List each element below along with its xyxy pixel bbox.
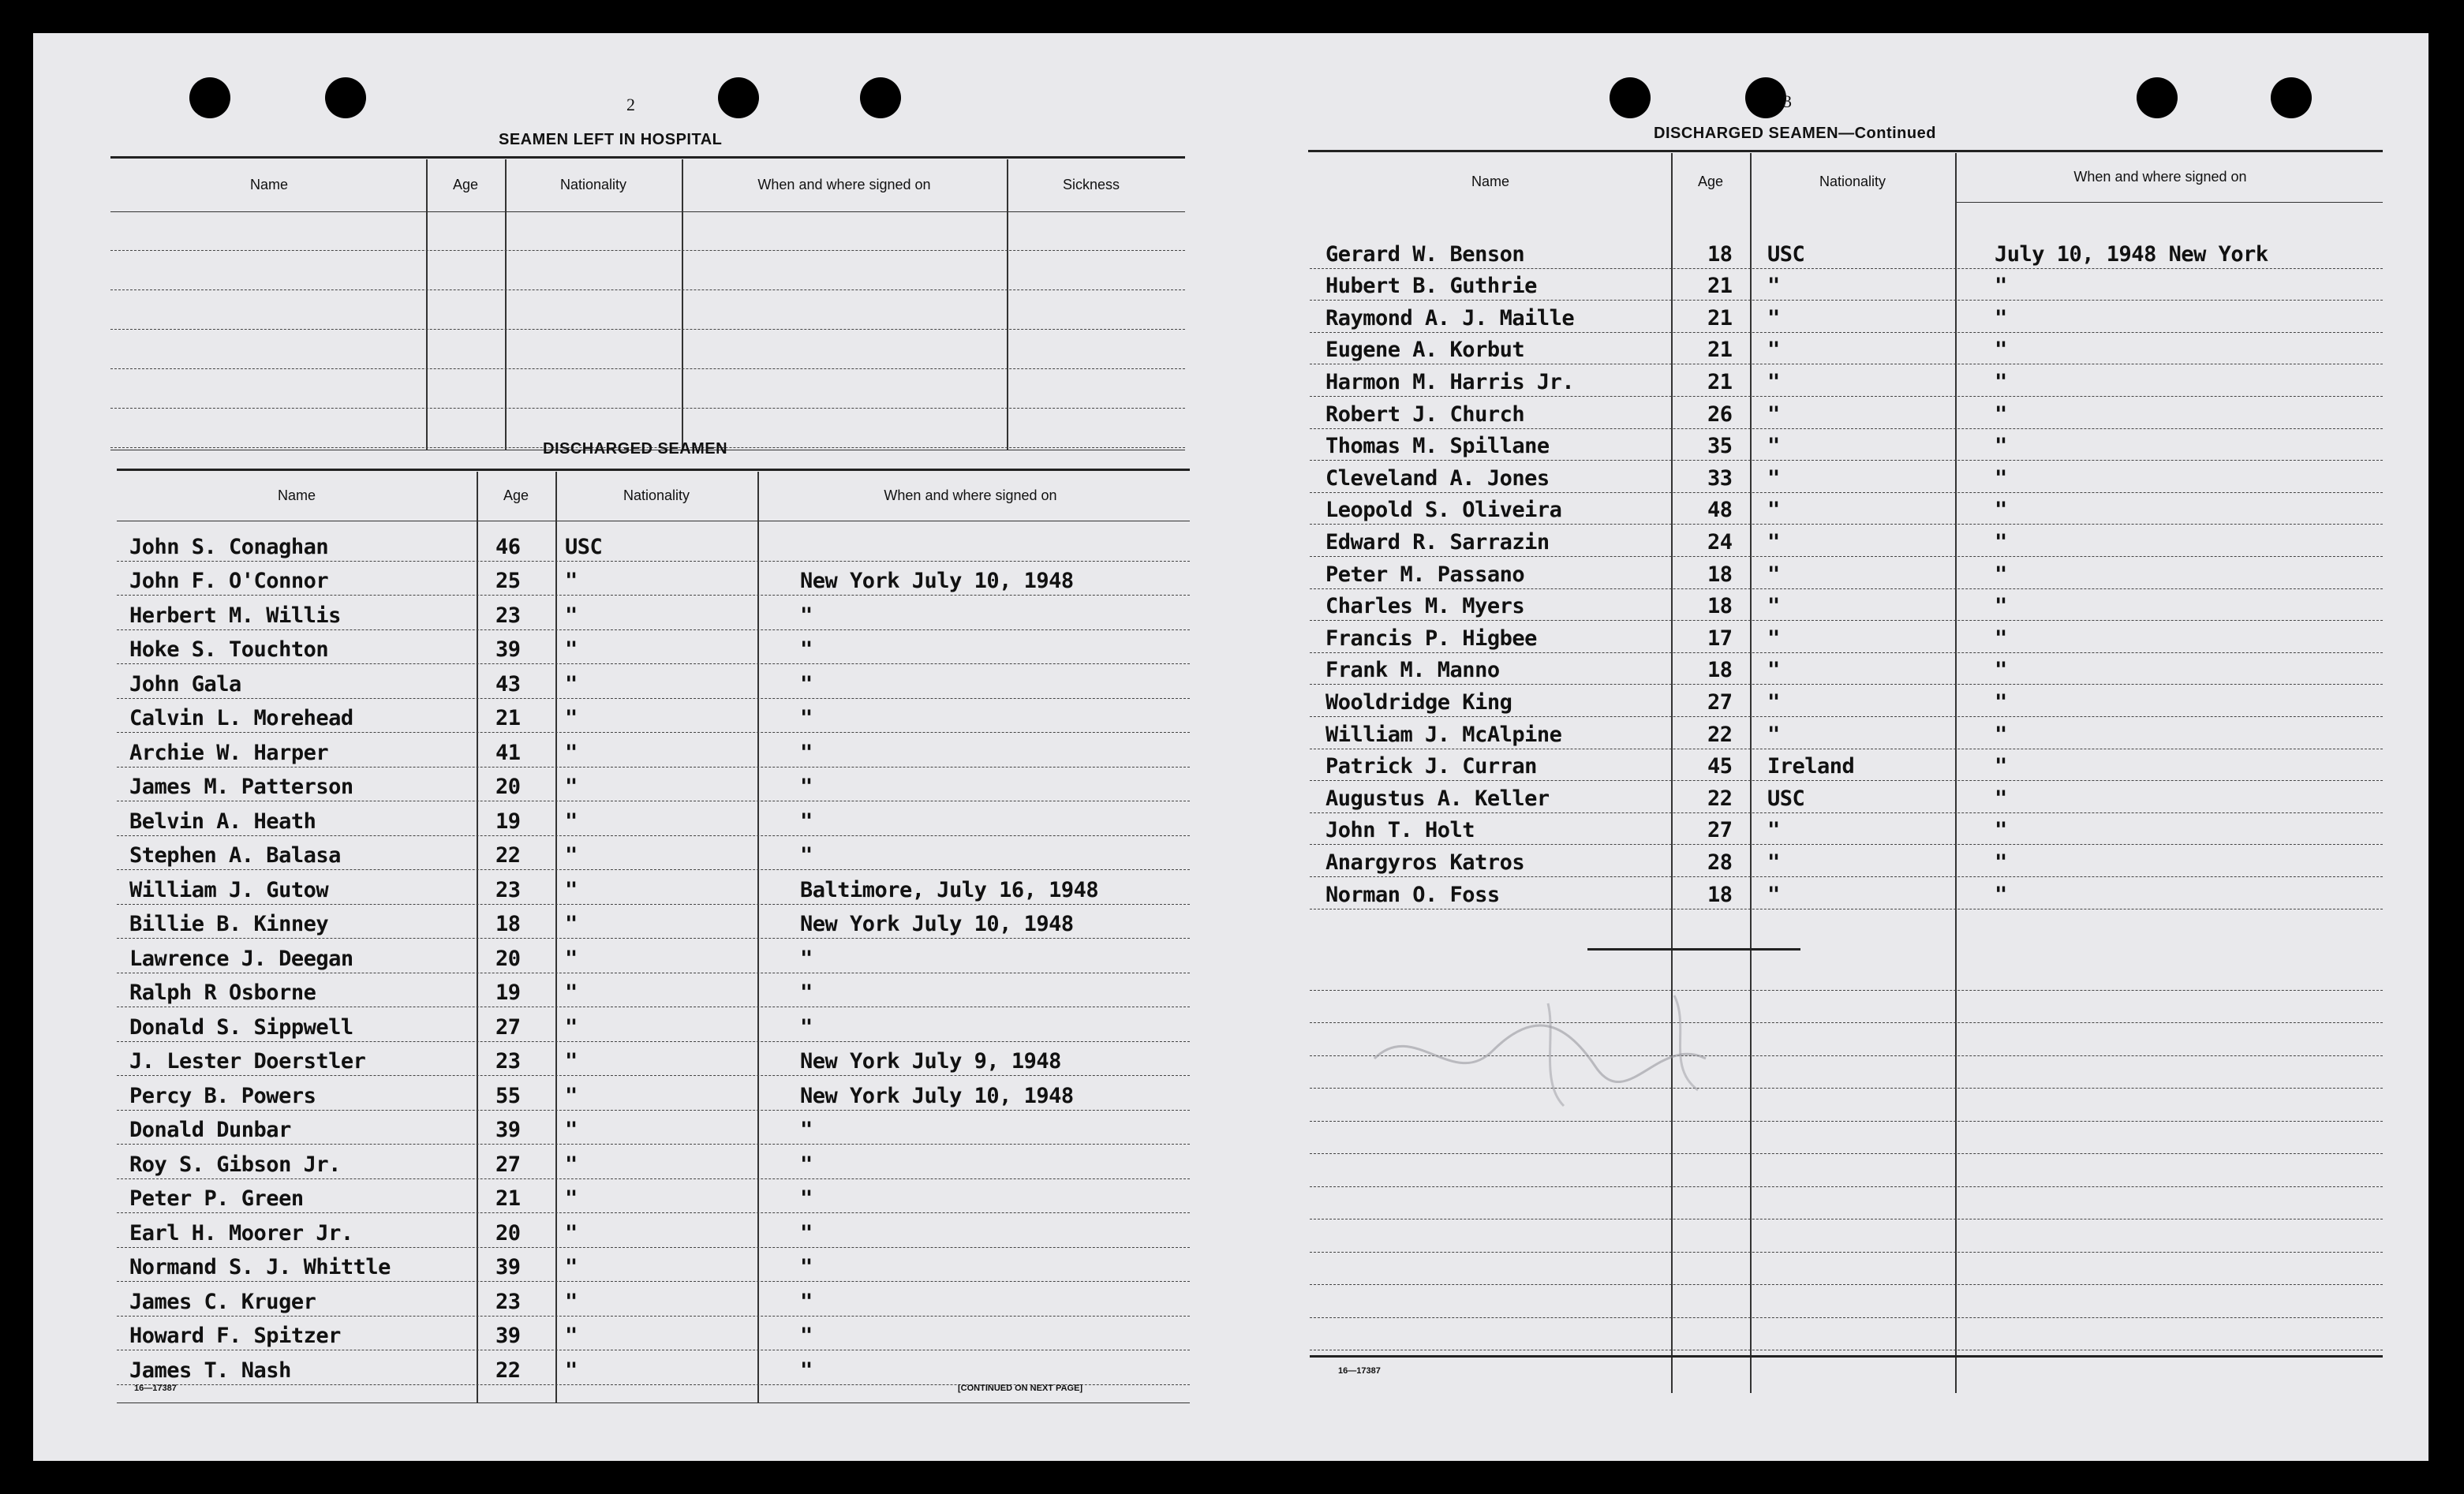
name-cell: John T. Holt bbox=[1325, 818, 1475, 843]
name-cell: William J. McAlpine bbox=[1325, 722, 1562, 747]
table-row bbox=[117, 630, 1190, 665]
column-header: Age bbox=[452, 177, 479, 192]
hospital-rows bbox=[110, 211, 1185, 448]
nationality-cell: " bbox=[1767, 562, 1780, 587]
column-header: Nationality bbox=[559, 177, 627, 192]
signed-on-cell: " bbox=[800, 843, 813, 868]
signed-on-cell: " bbox=[1995, 882, 2007, 907]
blank-row bbox=[1310, 1318, 2383, 1351]
name-cell: Raymond A. J. Maille bbox=[1325, 305, 1575, 331]
signed-on-cell: " bbox=[800, 980, 813, 1005]
blank-row bbox=[110, 251, 1185, 290]
name-cell: Archie W. Harper bbox=[129, 740, 329, 765]
age-cell: 21 bbox=[1707, 274, 1733, 299]
name-cell: Gerard W. Benson bbox=[1325, 241, 1525, 267]
age-cell: 33 bbox=[1707, 465, 1733, 491]
signed-on-cell: " bbox=[1995, 402, 2007, 427]
name-cell: Cleveland A. Jones bbox=[1325, 465, 1550, 491]
table-row bbox=[117, 1042, 1190, 1077]
table-row bbox=[1310, 845, 2383, 877]
section-title-discharged: DISCHARGED SEAMEN bbox=[543, 440, 728, 458]
age-cell: 27 bbox=[495, 1014, 521, 1040]
table-row bbox=[117, 1111, 1190, 1145]
continued-note: [CONTINUED ON NEXT PAGE] bbox=[958, 1384, 1083, 1393]
name-cell: Belvin A. Heath bbox=[129, 809, 316, 834]
table-row bbox=[1310, 589, 2383, 622]
name-cell: Wooldridge King bbox=[1325, 689, 1512, 715]
nationality-cell: USC bbox=[1767, 786, 1805, 811]
age-cell: 18 bbox=[1707, 594, 1733, 619]
name-cell: James T. Nash bbox=[129, 1358, 291, 1383]
age-cell: 23 bbox=[495, 877, 521, 902]
nationality-cell: " bbox=[1767, 658, 1780, 683]
age-cell: 20 bbox=[495, 775, 521, 799]
table-row bbox=[1310, 621, 2383, 653]
nationality-cell: " bbox=[565, 1220, 578, 1246]
signed-on-cell: " bbox=[1995, 626, 2007, 651]
age-cell: 28 bbox=[1707, 850, 1733, 875]
name-cell: Normand S. J. Whittle bbox=[129, 1255, 391, 1279]
age-cell: 46 bbox=[495, 534, 521, 559]
table-row bbox=[117, 699, 1190, 734]
signed-on-cell: " bbox=[800, 603, 813, 628]
nationality-cell: " bbox=[565, 740, 578, 765]
name-cell: Ralph R Osborne bbox=[129, 980, 316, 1005]
column-header: Name bbox=[277, 487, 316, 503]
signed-on-cell: " bbox=[800, 946, 813, 971]
age-cell: 27 bbox=[1707, 689, 1733, 715]
signed-on-cell: " bbox=[1995, 434, 2007, 459]
blank-row bbox=[1310, 1187, 2383, 1220]
nationality-cell: USC bbox=[1767, 241, 1805, 267]
table-row bbox=[1310, 525, 2383, 557]
name-cell: Percy B. Powers bbox=[129, 1083, 316, 1108]
table-row bbox=[1310, 557, 2383, 589]
table-row bbox=[117, 596, 1190, 630]
blank-row bbox=[110, 369, 1185, 409]
age-cell: 18 bbox=[1707, 562, 1733, 587]
punch-hole bbox=[2271, 77, 2312, 118]
blank-row bbox=[1310, 1253, 2383, 1286]
name-cell: Lawrence J. Deegan bbox=[129, 946, 353, 971]
punch-hole bbox=[325, 77, 366, 118]
table-row bbox=[117, 1248, 1190, 1283]
table-row bbox=[1310, 364, 2383, 397]
name-cell: Peter P. Green bbox=[129, 1186, 304, 1211]
rule bbox=[1955, 202, 2383, 203]
age-cell: 18 bbox=[1707, 241, 1733, 267]
table-row bbox=[1310, 685, 2383, 717]
signed-on-cell: New York July 9, 1948 bbox=[800, 1049, 1061, 1074]
table-row bbox=[117, 1317, 1190, 1351]
name-cell: J. Lester Doerstler bbox=[129, 1049, 366, 1074]
signed-on-cell: " bbox=[800, 1220, 813, 1246]
nationality-cell: " bbox=[565, 569, 578, 593]
signed-on-cell: " bbox=[800, 1118, 813, 1142]
age-cell: 23 bbox=[495, 1289, 521, 1314]
age-cell: 41 bbox=[495, 740, 521, 765]
age-cell: 43 bbox=[495, 671, 521, 697]
rule bbox=[1308, 150, 2383, 152]
age-cell: 19 bbox=[495, 809, 521, 834]
name-cell: Norman O. Foss bbox=[1325, 882, 1500, 907]
name-cell: Leopold S. Oliveira bbox=[1325, 498, 1562, 523]
age-cell: 17 bbox=[1707, 626, 1733, 651]
table-row bbox=[117, 1007, 1190, 1042]
nationality-cell: Ireland bbox=[1767, 754, 1855, 779]
nationality-cell: " bbox=[1767, 850, 1780, 875]
signed-on-cell: " bbox=[800, 1324, 813, 1348]
table-row bbox=[117, 664, 1190, 699]
signed-on-cell: New York July 10, 1948 bbox=[800, 1083, 1074, 1108]
table-row bbox=[1310, 813, 2383, 846]
age-cell: 48 bbox=[1707, 498, 1733, 523]
age-cell: 22 bbox=[495, 843, 521, 868]
signed-on-cell: " bbox=[1995, 338, 2007, 363]
table-row bbox=[117, 973, 1190, 1008]
signed-on-cell: " bbox=[1995, 562, 2007, 587]
table-row bbox=[1310, 653, 2383, 685]
signed-on-cell: " bbox=[800, 740, 813, 765]
document-sheet bbox=[33, 33, 2428, 1461]
age-cell: 21 bbox=[1707, 369, 1733, 394]
signed-on-cell: " bbox=[800, 706, 813, 730]
name-cell: Earl H. Moorer Jr. bbox=[129, 1220, 353, 1246]
nationality-cell: " bbox=[565, 671, 578, 697]
page-number: 2 bbox=[626, 95, 635, 114]
signed-on-cell: " bbox=[1995, 850, 2007, 875]
name-cell: Anargyros Katros bbox=[1325, 850, 1525, 875]
nationality-cell: " bbox=[1767, 434, 1780, 459]
table-row bbox=[117, 939, 1190, 973]
nationality-cell: " bbox=[565, 1255, 578, 1279]
name-cell: William J. Gutow bbox=[129, 877, 329, 902]
name-cell: Calvin L. Morehead bbox=[129, 706, 353, 730]
name-cell: Francis P. Higbee bbox=[1325, 626, 1537, 651]
nationality-cell: " bbox=[565, 877, 578, 902]
nationality-cell: " bbox=[565, 1014, 578, 1040]
punch-hole bbox=[1610, 77, 1651, 118]
table-row bbox=[117, 1076, 1190, 1111]
table-row bbox=[117, 905, 1190, 939]
signed-on-cell: " bbox=[1995, 818, 2007, 843]
signed-on-cell: " bbox=[800, 1014, 813, 1040]
name-cell: Patrick J. Curran bbox=[1325, 754, 1537, 779]
age-cell: 22 bbox=[1707, 786, 1733, 811]
age-cell: 55 bbox=[495, 1083, 521, 1108]
signed-on-cell: " bbox=[1995, 498, 2007, 523]
signed-on-cell: " bbox=[1995, 369, 2007, 394]
name-cell: Peter M. Passano bbox=[1325, 562, 1525, 587]
nationality-cell: " bbox=[1767, 818, 1780, 843]
nationality-cell: " bbox=[565, 946, 578, 971]
age-cell: 39 bbox=[495, 1255, 521, 1279]
signed-on-cell: " bbox=[800, 809, 813, 834]
name-cell: Eugene A. Korbut bbox=[1325, 338, 1525, 363]
nationality-cell: " bbox=[565, 1083, 578, 1108]
nationality-cell: " bbox=[1767, 402, 1780, 427]
nationality-cell: " bbox=[1767, 529, 1780, 555]
table-row bbox=[117, 1179, 1190, 1214]
blank-row bbox=[110, 330, 1185, 369]
signed-on-cell: " bbox=[800, 671, 813, 697]
age-cell: 35 bbox=[1707, 434, 1733, 459]
nationality-cell: " bbox=[1767, 465, 1780, 491]
page-number: 3 bbox=[1783, 92, 1792, 111]
name-cell: Billie B. Kinney bbox=[129, 912, 329, 936]
age-cell: 27 bbox=[1707, 818, 1733, 843]
nationality-cell: " bbox=[1767, 305, 1780, 331]
age-cell: 25 bbox=[495, 569, 521, 593]
age-cell: 21 bbox=[1707, 338, 1733, 363]
name-cell: Howard F. Spitzer bbox=[129, 1324, 341, 1348]
signed-on-cell: " bbox=[800, 1289, 813, 1314]
punch-hole bbox=[189, 77, 230, 118]
column-header: Name bbox=[249, 177, 288, 192]
signed-on-cell: " bbox=[1995, 786, 2007, 811]
column-header: Sickness bbox=[1062, 177, 1120, 192]
nationality-cell: " bbox=[565, 706, 578, 730]
name-cell: Harmon M. Harris Jr. bbox=[1325, 369, 1575, 394]
table-row bbox=[1310, 269, 2383, 301]
column-header: Age bbox=[503, 487, 529, 503]
table-row bbox=[117, 562, 1190, 596]
blank-row bbox=[1310, 1285, 2383, 1318]
nationality-cell: " bbox=[565, 1118, 578, 1142]
nationality-cell: " bbox=[1767, 689, 1780, 715]
name-cell: Augustus A. Keller bbox=[1325, 786, 1550, 811]
table-row bbox=[1310, 333, 2383, 365]
age-cell: 19 bbox=[495, 980, 521, 1005]
age-cell: 22 bbox=[495, 1358, 521, 1383]
name-cell: Roy S. Gibson Jr. bbox=[129, 1152, 341, 1177]
age-cell: 21 bbox=[495, 1186, 521, 1211]
rule bbox=[117, 1402, 1190, 1403]
age-cell: 27 bbox=[495, 1152, 521, 1177]
column-header: Nationality bbox=[623, 487, 690, 503]
table-row bbox=[117, 870, 1190, 905]
table-row bbox=[117, 801, 1190, 836]
column-header: When and where signed on bbox=[757, 177, 931, 192]
signed-on-cell: " bbox=[800, 637, 813, 662]
signature-mark bbox=[1343, 972, 1848, 1130]
nationality-cell: " bbox=[1767, 274, 1780, 299]
age-cell: 23 bbox=[495, 603, 521, 628]
rule bbox=[1310, 1355, 2383, 1358]
age-cell: 20 bbox=[495, 1220, 521, 1246]
nationality-cell: " bbox=[565, 1289, 578, 1314]
age-cell: 45 bbox=[1707, 754, 1733, 779]
age-cell: 39 bbox=[495, 1324, 521, 1348]
nationality-cell: " bbox=[565, 912, 578, 936]
table-row bbox=[1310, 429, 2383, 461]
name-cell: James M. Patterson bbox=[129, 775, 353, 799]
column-header: When and where signed on bbox=[2073, 169, 2247, 185]
nationality-cell: " bbox=[1767, 626, 1780, 651]
signed-on-cell: Baltimore, July 16, 1948 bbox=[800, 877, 1099, 902]
table-row bbox=[117, 1213, 1190, 1248]
nationality-cell: " bbox=[565, 809, 578, 834]
blank-row bbox=[110, 290, 1185, 330]
age-cell: 26 bbox=[1707, 402, 1733, 427]
table-row bbox=[117, 768, 1190, 802]
signed-on-cell: " bbox=[1995, 754, 2007, 779]
signed-on-cell: " bbox=[800, 1358, 813, 1383]
title: DISCHARGED SEAMEN bbox=[1654, 125, 1839, 142]
table-row bbox=[117, 527, 1190, 562]
name-cell: John S. Conaghan bbox=[129, 534, 329, 559]
punch-hole bbox=[1745, 77, 1786, 118]
nationality-cell: " bbox=[1767, 338, 1780, 363]
form-number: 16—17387 bbox=[1338, 1366, 1381, 1376]
signed-on-cell: " bbox=[800, 1186, 813, 1211]
nationality-cell: " bbox=[565, 1324, 578, 1348]
age-cell: 24 bbox=[1707, 529, 1733, 555]
age-cell: 21 bbox=[1707, 305, 1733, 331]
column-header: Name bbox=[1471, 174, 1509, 189]
rule bbox=[1587, 948, 1800, 951]
name-cell: John Gala bbox=[129, 671, 241, 697]
name-cell: Herbert M. Willis bbox=[129, 603, 341, 628]
blank-row bbox=[1310, 1154, 2383, 1187]
section-title-hospital: SEAMEN LEFT IN HOSPITAL bbox=[499, 131, 723, 148]
table-row bbox=[1310, 493, 2383, 525]
nationality-cell: " bbox=[565, 1186, 578, 1211]
nationality-cell: " bbox=[565, 1049, 578, 1074]
signed-on-cell: " bbox=[1995, 594, 2007, 619]
table-row bbox=[1310, 397, 2383, 429]
signed-on-cell: " bbox=[800, 1255, 813, 1279]
signed-on-cell: " bbox=[800, 1152, 813, 1177]
name-cell: Robert J. Church bbox=[1325, 402, 1525, 427]
table-row bbox=[117, 1350, 1190, 1385]
age-cell: 23 bbox=[495, 1049, 521, 1074]
name-cell: Hubert B. Guthrie bbox=[1325, 274, 1537, 299]
age-cell: 39 bbox=[495, 637, 521, 662]
table-row bbox=[117, 1145, 1190, 1179]
section-title-discharged-continued bbox=[1654, 125, 1936, 143]
signed-on-cell: " bbox=[1995, 529, 2007, 555]
name-cell: Edward R. Sarrazin bbox=[1325, 529, 1550, 555]
blank-row bbox=[110, 211, 1185, 251]
signed-on-cell: New York July 10, 1948 bbox=[800, 912, 1074, 936]
signed-on-cell: " bbox=[800, 775, 813, 799]
table-row bbox=[117, 836, 1190, 871]
signed-on-cell: " bbox=[1995, 465, 2007, 491]
nationality-cell: " bbox=[565, 1152, 578, 1177]
nationality-cell: " bbox=[1767, 722, 1780, 747]
nationality-cell: USC bbox=[565, 534, 603, 559]
rule bbox=[117, 469, 1190, 471]
signed-on-cell: " bbox=[1995, 305, 2007, 331]
nationality-cell: " bbox=[565, 775, 578, 799]
name-cell: Thomas M. Spillane bbox=[1325, 434, 1550, 459]
name-cell: Donald S. Sippwell bbox=[129, 1014, 353, 1040]
age-cell: 21 bbox=[495, 706, 521, 730]
nationality-cell: " bbox=[565, 1358, 578, 1383]
signed-on-cell: " bbox=[1995, 722, 2007, 747]
name-cell: John F. O'Connor bbox=[129, 569, 329, 593]
nationality-cell: " bbox=[565, 843, 578, 868]
age-cell: 20 bbox=[495, 946, 521, 971]
rule bbox=[110, 156, 1185, 159]
name-cell: James C. Kruger bbox=[129, 1289, 316, 1314]
nationality-cell: " bbox=[1767, 882, 1780, 907]
nationality-cell: " bbox=[1767, 369, 1780, 394]
signed-on-cell: " bbox=[1995, 658, 2007, 683]
name-cell: Stephen A. Balasa bbox=[129, 843, 341, 868]
age-cell: 18 bbox=[495, 912, 521, 936]
name-cell: Frank M. Manno bbox=[1325, 658, 1500, 683]
table-row bbox=[1310, 461, 2383, 493]
column-header: Nationality bbox=[1819, 174, 1886, 189]
column-header: Age bbox=[1697, 174, 1724, 189]
signed-on-cell: New York July 10, 1948 bbox=[800, 569, 1074, 593]
punch-hole bbox=[860, 77, 901, 118]
table-row bbox=[117, 733, 1190, 768]
table-row bbox=[1310, 717, 2383, 749]
name-cell: Donald Dunbar bbox=[129, 1118, 291, 1142]
signed-on-cell: " bbox=[1995, 274, 2007, 299]
table-row bbox=[1310, 877, 2383, 909]
age-cell: 39 bbox=[495, 1118, 521, 1142]
nationality-cell: " bbox=[1767, 498, 1780, 523]
name-cell: Hoke S. Touchton bbox=[129, 637, 329, 662]
table-row bbox=[1310, 237, 2383, 269]
name-cell: Charles M. Myers bbox=[1325, 594, 1525, 619]
punch-hole bbox=[2137, 77, 2178, 118]
age-cell: 18 bbox=[1707, 882, 1733, 907]
nationality-cell: " bbox=[565, 637, 578, 662]
punch-hole bbox=[718, 77, 759, 118]
signed-on-cell: " bbox=[1995, 689, 2007, 715]
table-row bbox=[1310, 781, 2383, 813]
table-row bbox=[117, 1282, 1190, 1317]
blank-row bbox=[1310, 1219, 2383, 1253]
form-number: 16—17387 bbox=[134, 1384, 177, 1393]
age-cell: 18 bbox=[1707, 658, 1733, 683]
nationality-cell: " bbox=[1767, 594, 1780, 619]
age-cell: 22 bbox=[1707, 722, 1733, 747]
title-suffix: —Continued bbox=[1838, 125, 1936, 142]
table-row bbox=[1310, 301, 2383, 333]
nationality-cell: " bbox=[565, 603, 578, 628]
column-header: When and where signed on bbox=[884, 487, 1057, 503]
nationality-cell: " bbox=[565, 980, 578, 1005]
table-row bbox=[1310, 749, 2383, 782]
signed-on-cell: July 10, 1948 New York bbox=[1995, 241, 2268, 267]
